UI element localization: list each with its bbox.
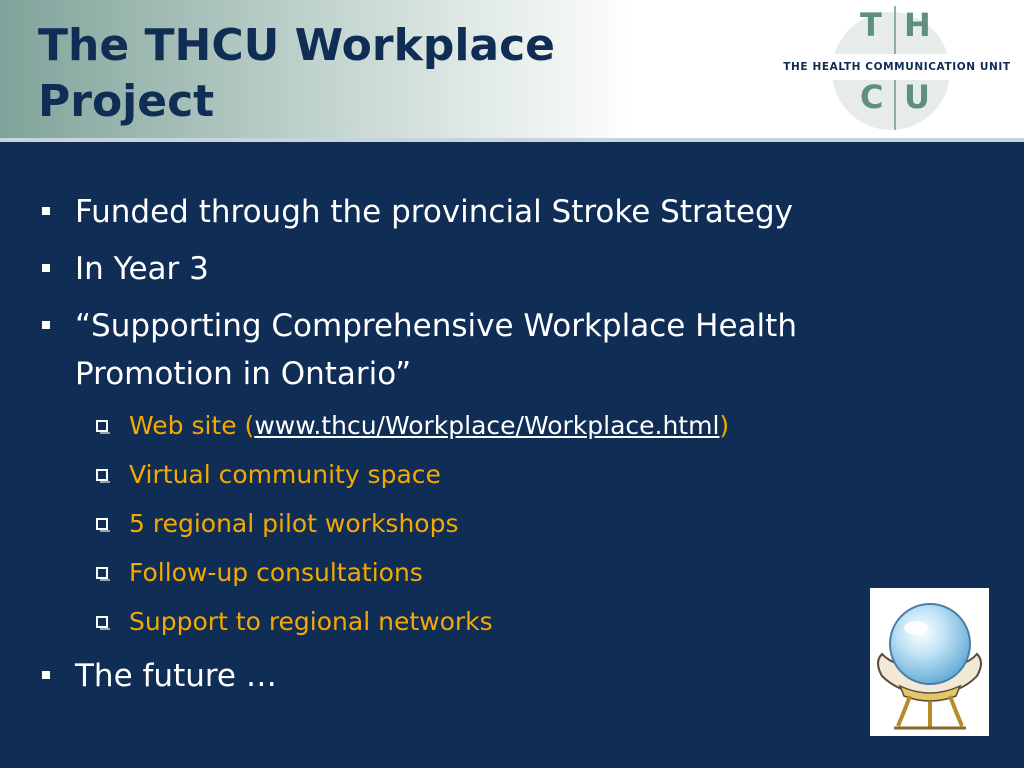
sub-bullet-item <box>40 603 900 641</box>
sub-bullet-suffix: ) <box>719 411 730 440</box>
logo-letter-u: U <box>904 78 930 116</box>
checkbox-bullet-icon <box>96 518 108 530</box>
header-divider <box>0 138 1024 142</box>
sub-bullet-text: 5 regional pilot workshops <box>129 509 459 538</box>
bullet-text: “Supporting Comprehensive Workplace Health Promotion in Ontario” <box>75 308 797 392</box>
bullet-item <box>40 245 900 293</box>
sub-bullet-item <box>40 407 900 445</box>
bullet-text: Funded through the provincial Stroke Strategy <box>75 194 793 230</box>
logo-letter-t: T <box>860 6 882 44</box>
square-bullet-icon <box>42 321 50 329</box>
bullet-item <box>40 188 900 236</box>
sub-bullet-item <box>40 554 900 592</box>
bullet-text: The future … <box>75 658 277 694</box>
checkbox-bullet-icon <box>96 469 108 481</box>
square-bullet-icon <box>42 264 50 272</box>
checkbox-bullet-icon <box>96 420 108 432</box>
crystal-ball-image <box>870 588 989 736</box>
square-bullet-icon <box>42 671 50 679</box>
bullet-item <box>40 652 900 700</box>
sub-bullet-item <box>40 456 900 494</box>
logo-letter-h: H <box>904 6 931 44</box>
sub-bullet-prefix: Web site ( <box>129 411 255 440</box>
website-link[interactable]: www.thcu/Workplace/Workplace.html <box>254 411 720 440</box>
bullet-item <box>40 302 900 398</box>
logo-band-text: THE HEALTH COMMUNICATION UNIT <box>772 54 1022 80</box>
sub-bullet-item <box>40 505 900 543</box>
sub-bullet-text: Virtual community space <box>129 460 441 489</box>
checkbox-bullet-icon <box>96 567 108 579</box>
title-line-1: The THCU Workplace <box>38 20 556 71</box>
crystal-ball-icon <box>870 588 989 736</box>
title-line-2: Project <box>38 76 215 127</box>
thcu-logo <box>772 6 1022 130</box>
square-bullet-icon <box>42 207 50 215</box>
sub-bullet-text: Support to regional networks <box>129 607 493 636</box>
slide-title <box>38 18 638 130</box>
sub-bullet-text: Follow-up consultations <box>129 558 423 587</box>
checkbox-bullet-icon <box>96 616 108 628</box>
bullet-text: In Year 3 <box>75 251 209 287</box>
slide-content <box>40 188 900 709</box>
logo-letter-c: C <box>860 78 884 116</box>
